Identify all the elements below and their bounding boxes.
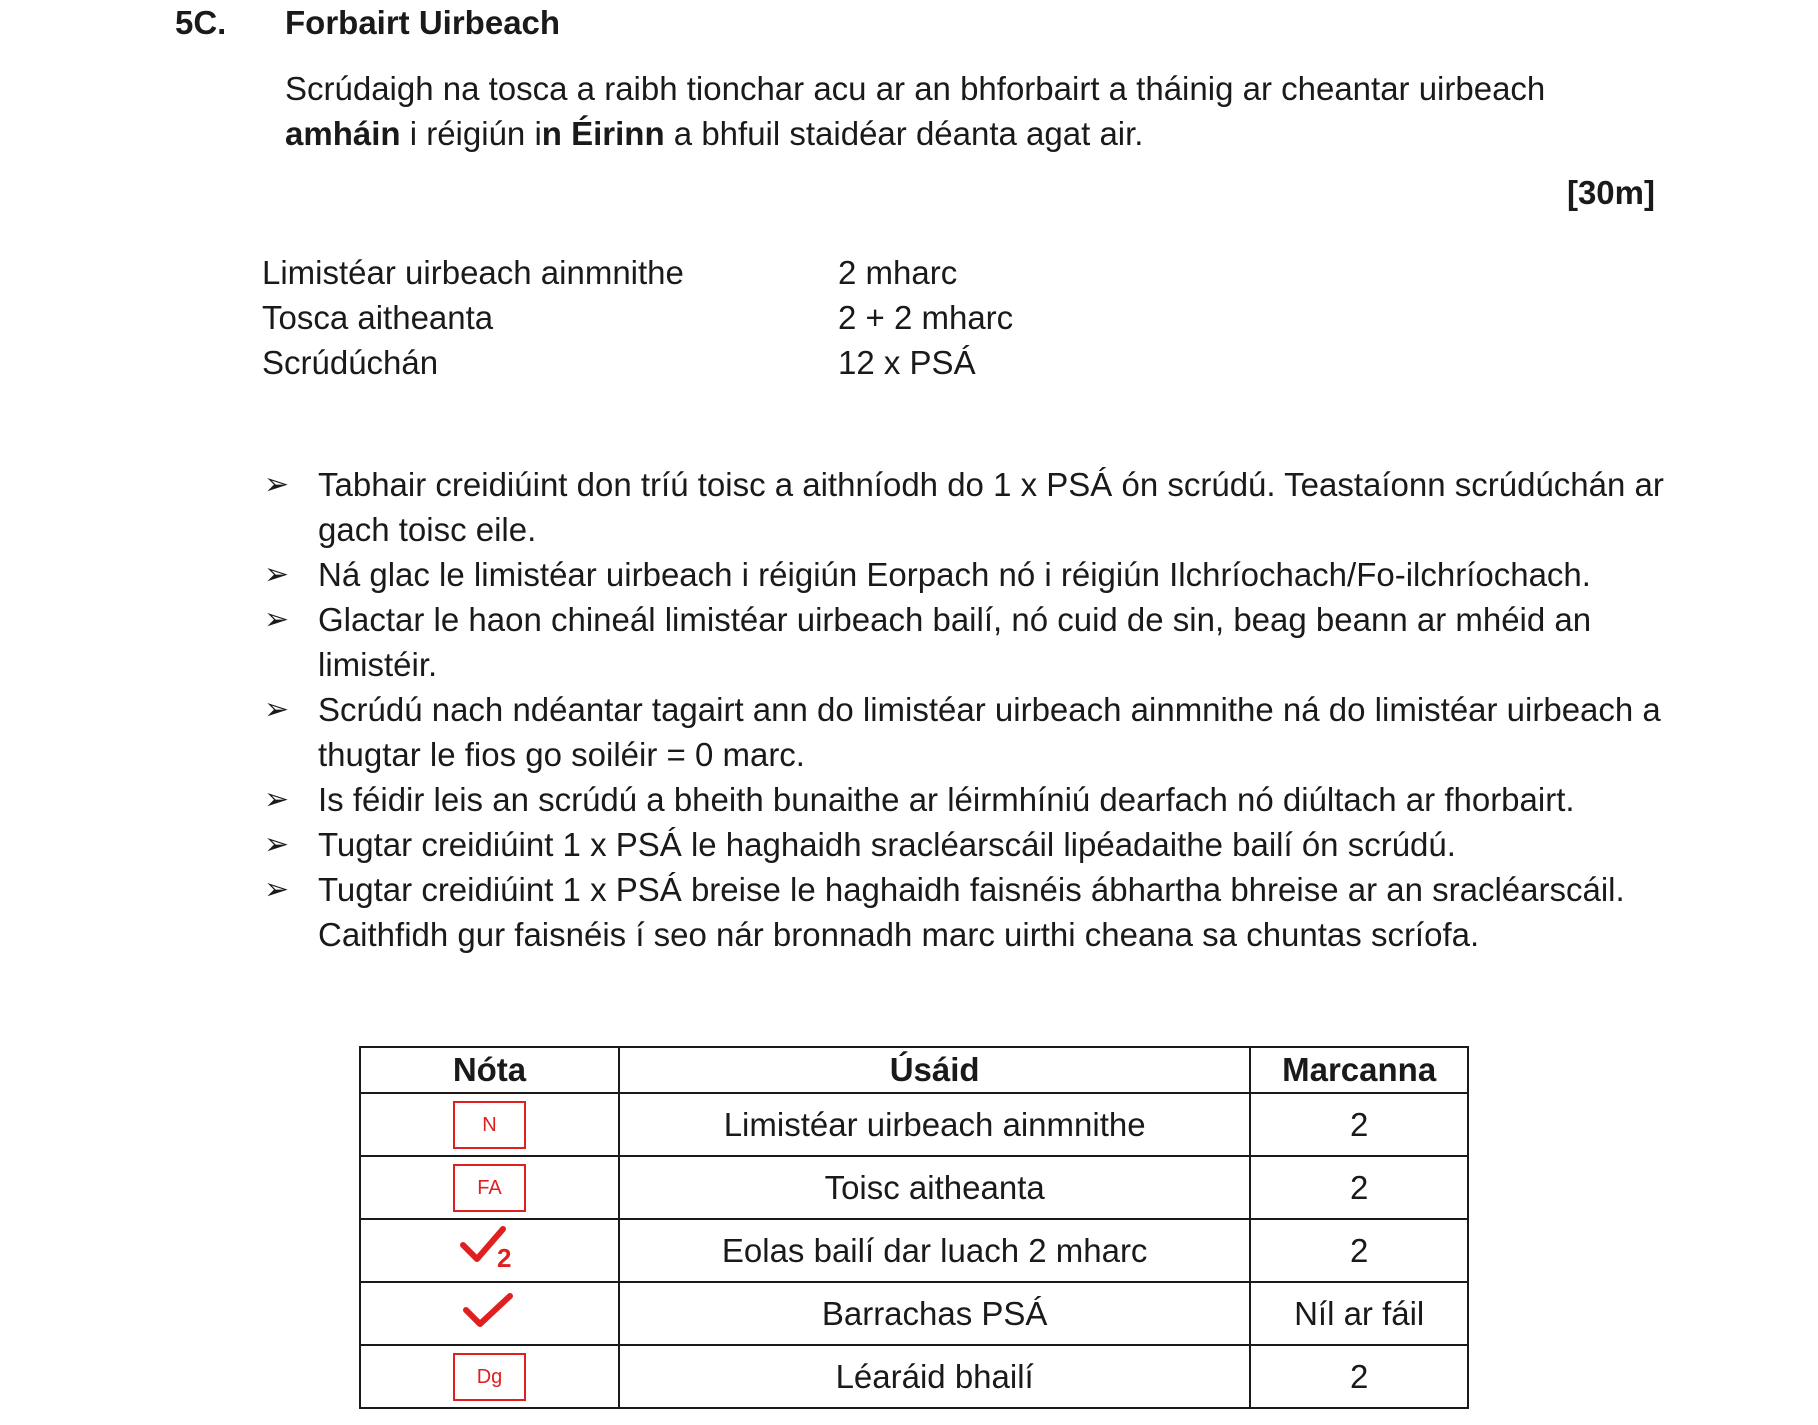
n-box-icon: N [453, 1101, 526, 1149]
marking-note [262, 867, 1682, 957]
note-cell [360, 1345, 619, 1408]
marking-note-text: Is féidir leis an scrúdú a bheith bunaithe ar léirmhíniú dearfach nó diúltach ar fhorbairt. [318, 781, 1575, 818]
usage-cell: Limistéar uirbeach ainmnithe [619, 1093, 1250, 1156]
marks-cell: 2 [1250, 1345, 1468, 1408]
allocation-value: 2 mharc [838, 254, 958, 291]
allocation-value: 2 + 2 mharc [838, 299, 1014, 336]
note-cell [360, 1282, 619, 1345]
annotation-legend-table [359, 1046, 1469, 1409]
tick-icon [462, 1290, 516, 1338]
arrow-bullet-icon: ➢ [264, 558, 290, 591]
marking-note [262, 552, 1682, 597]
question-text-line1: Scrúdaigh na tosca a raibh tionchar acu ar an bhforbairt a tháinig ar cheantar uirbeach [285, 70, 1546, 107]
marking-note-text: Tugtar creidiúint 1 x PSÁ le haghaidh sracléarscáil lipéadaithe bailí ón scrúdú. [318, 826, 1456, 863]
fa-box-icon: FA [453, 1164, 526, 1212]
arrow-bullet-icon: ➢ [264, 468, 290, 501]
marking-note-text: Glactar le haon chineál limistéar uirbeach bailí, nó cuid de sin, beag beann ar mhéid an limistéir. [318, 601, 1592, 683]
marks-cell: 2 [1250, 1093, 1468, 1156]
marks-cell: 2 [1250, 1156, 1468, 1219]
question-text [285, 66, 1685, 156]
marking-note [262, 462, 1682, 552]
marking-note [262, 597, 1682, 687]
table-header-row [360, 1047, 1468, 1093]
marks-cell: 2 [1250, 1219, 1468, 1282]
marking-note-text: Ná glac le limistéar uirbeach i réigiún Eorpach nó i réigiún Ilchríochach/Fo-ilchríochach. [318, 556, 1591, 593]
header-marcanna: Marcanna [1250, 1047, 1468, 1093]
arrow-bullet-icon: ➢ [264, 603, 290, 636]
marking-notes-list [262, 462, 1682, 957]
question-text-part3: a bhfuil staidéar déanta agat air. [664, 115, 1144, 152]
tick-2-icon [459, 1223, 519, 1279]
marking-note-text: Tugtar creidiúint 1 x PSÁ breise le haghaidh faisnéis ábhartha bhreise ar an sracléarscáil. Caithfidh gur faisnéis í seo nár bronnadh marc uirthi cheana sa chuntas scríofa. [318, 871, 1625, 953]
table-row [360, 1093, 1468, 1156]
question-text-part2: i réigiún i [400, 115, 542, 152]
usage-cell: Barrachas PSÁ [619, 1282, 1250, 1345]
table-row [360, 1345, 1468, 1408]
note-cell [360, 1093, 619, 1156]
question-emphasis-amhain: amháin [285, 115, 401, 152]
question-title: Forbairt Uirbeach [285, 4, 561, 41]
usage-cell: Léaráid bhailí [619, 1345, 1250, 1408]
allocation-label: Scrúdúchán [262, 344, 439, 381]
marking-note [262, 687, 1682, 777]
header-usaid: Úsáid [619, 1047, 1250, 1093]
table-row [360, 1156, 1468, 1219]
usage-cell: Toisc aitheanta [619, 1156, 1250, 1219]
allocation-label: Limistéar uirbeach ainmnithe [262, 254, 684, 291]
arrow-bullet-icon: ➢ [264, 828, 290, 861]
marking-note-text: Scrúdú nach ndéantar tagairt ann do limistéar uirbeach ainmnithe ná do limistéar uirbeach a thugtar le fios go soiléir = 0 marc. [318, 691, 1661, 773]
marking-note [262, 822, 1682, 867]
marking-note [262, 777, 1682, 822]
tick-2-label: 2 [497, 1242, 512, 1271]
allocation-value: 12 x PSÁ [838, 344, 976, 381]
table-row [360, 1282, 1468, 1345]
arrow-bullet-icon: ➢ [264, 873, 290, 906]
note-cell [360, 1156, 619, 1219]
marks-cell: Níl ar fáil [1250, 1282, 1468, 1345]
arrow-bullet-icon: ➢ [264, 783, 290, 816]
usage-cell: Eolas bailí dar luach 2 mharc [619, 1219, 1250, 1282]
question-number: 5C. [175, 4, 227, 41]
allocation-label: Tosca aitheanta [262, 299, 494, 336]
dg-box-icon: Dg [453, 1353, 526, 1401]
header-nota: Nóta [360, 1047, 619, 1093]
note-cell [360, 1219, 619, 1282]
arrow-bullet-icon: ➢ [264, 693, 290, 726]
total-marks: [30m] [1566, 174, 1655, 211]
question-emphasis-eirinn: n Éirinn [541, 115, 665, 152]
table-row [360, 1219, 1468, 1282]
marking-note-text: Tabhair creidiúint don tríú toisc a aithníodh do 1 x PSÁ ón scrúdú. Teastaíonn scrúdúchán ar gach toisc eile. [318, 466, 1664, 548]
